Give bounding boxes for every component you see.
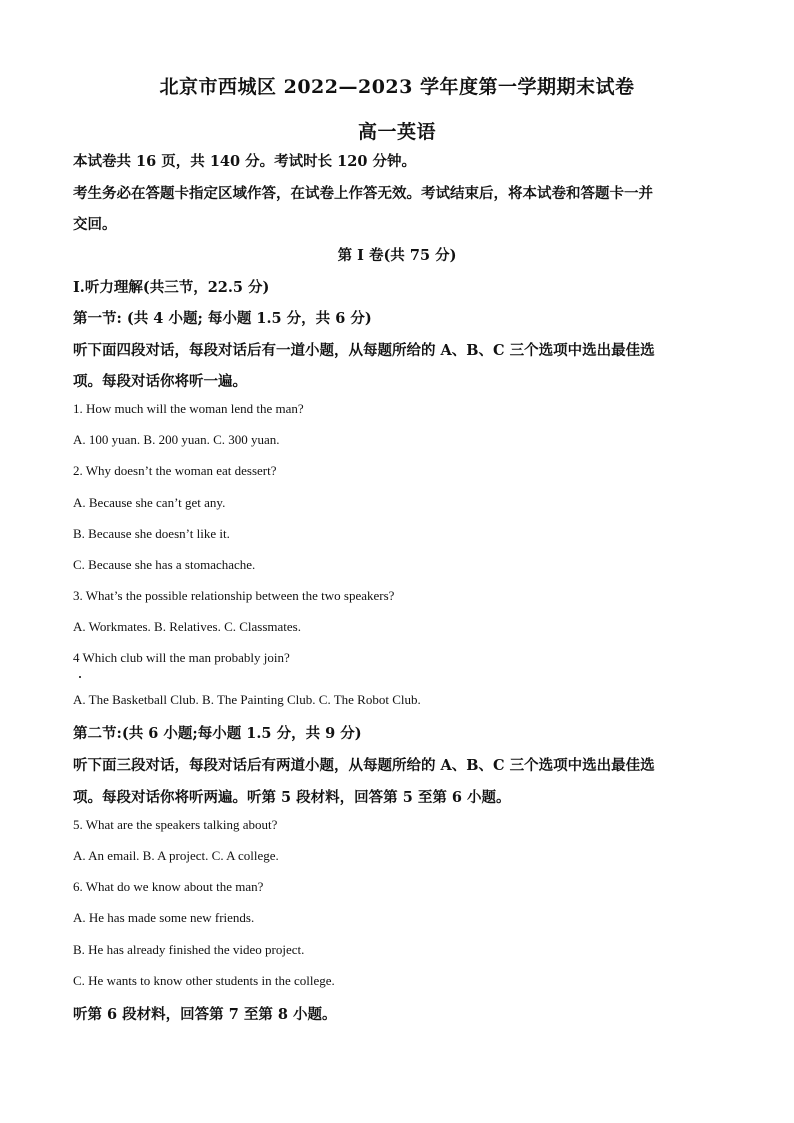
question-6-option-b: B. He has already finished the video project. (73, 942, 305, 957)
section2-instruction-1: 听下面三段对话，每段对话后有两道小题，从每题所给的 A、B、C 三个选项中选出最佳选 (73, 757, 655, 774)
question-6-option-a: A. He has made some new friends. (73, 910, 255, 925)
intro-line-1: 本试卷共 16 页，共 140 分。考试时长 120 分钟。 (73, 153, 416, 170)
question-1-options: A. 100 yuan. B. 200 yuan. C. 300 yuan. (73, 432, 280, 447)
intro-line-2: 考生务必在答题卡指定区域作答，在试卷上作答无效。考试结束后，将本试卷和答题卡一并 (73, 185, 653, 202)
section2-title: 第二节:(共 6 小题;每小题 1.5 分，共 9 分) (73, 725, 362, 742)
section1-title: 第一节: (共 4 小题; 每小题 1.5 分，共 6 分) (73, 310, 372, 327)
question-6-option-c: C. He wants to know other students in the college. (73, 973, 335, 988)
question-3-options: A. Workmates. B. Relatives. C. Classmates. (73, 619, 301, 634)
question-6: 6. What do we know about the man? (73, 879, 264, 894)
section1-instruction-1: 听下面四段对话，每段对话后有一道小题，从每题所给的 A、B、C 三个选项中选出最佳选 (73, 342, 655, 359)
exam-subtitle: 高一英语 (357, 121, 436, 143)
question-5-options: A. An email. B. A project. C. A college. (73, 848, 279, 863)
part-heading: 第 I 卷(共 75 分) (337, 247, 457, 264)
section1-instruction-2: 项。每段对话你将听一遍。 (73, 373, 247, 390)
question-5: 5. What are the speakers talking about? (73, 817, 278, 832)
section2-next-material: 听第 6 段材料，回答第 7 至第 8 小题。 (73, 1006, 337, 1023)
question-2-option-c: C. Because she has a stomachache. (73, 557, 256, 572)
question-2-option-a: A. Because she can’t get any. (73, 495, 226, 510)
question-1: 1. How much will the woman lend the man? (73, 401, 304, 416)
listening-section-title: Ⅰ.听力理解(共三节，22.5 分) (73, 279, 270, 296)
question-4-options: A. The Basketball Club. B. The Painting Club. C. The Robot Club. (73, 692, 421, 707)
question-4: 4 Which club will the man probably join? (73, 650, 290, 665)
section2-instruction-2: 项。每段对话你将听两遍。听第 5 段材料，回答第 5 至第 6 小题。 (73, 789, 511, 806)
exam-title: 北京市西城区 2022—2023 学年度第一学期期末试卷 (159, 76, 635, 98)
question-3: 3. What’s the possible relationship between the two speakers? (73, 588, 395, 603)
stray-dot (79, 676, 81, 678)
question-2: 2. Why doesn’t the woman eat dessert? (73, 463, 277, 478)
question-2-option-b: B. Because she doesn’t like it. (73, 526, 230, 541)
intro-line-3: 交回。 (73, 216, 117, 233)
